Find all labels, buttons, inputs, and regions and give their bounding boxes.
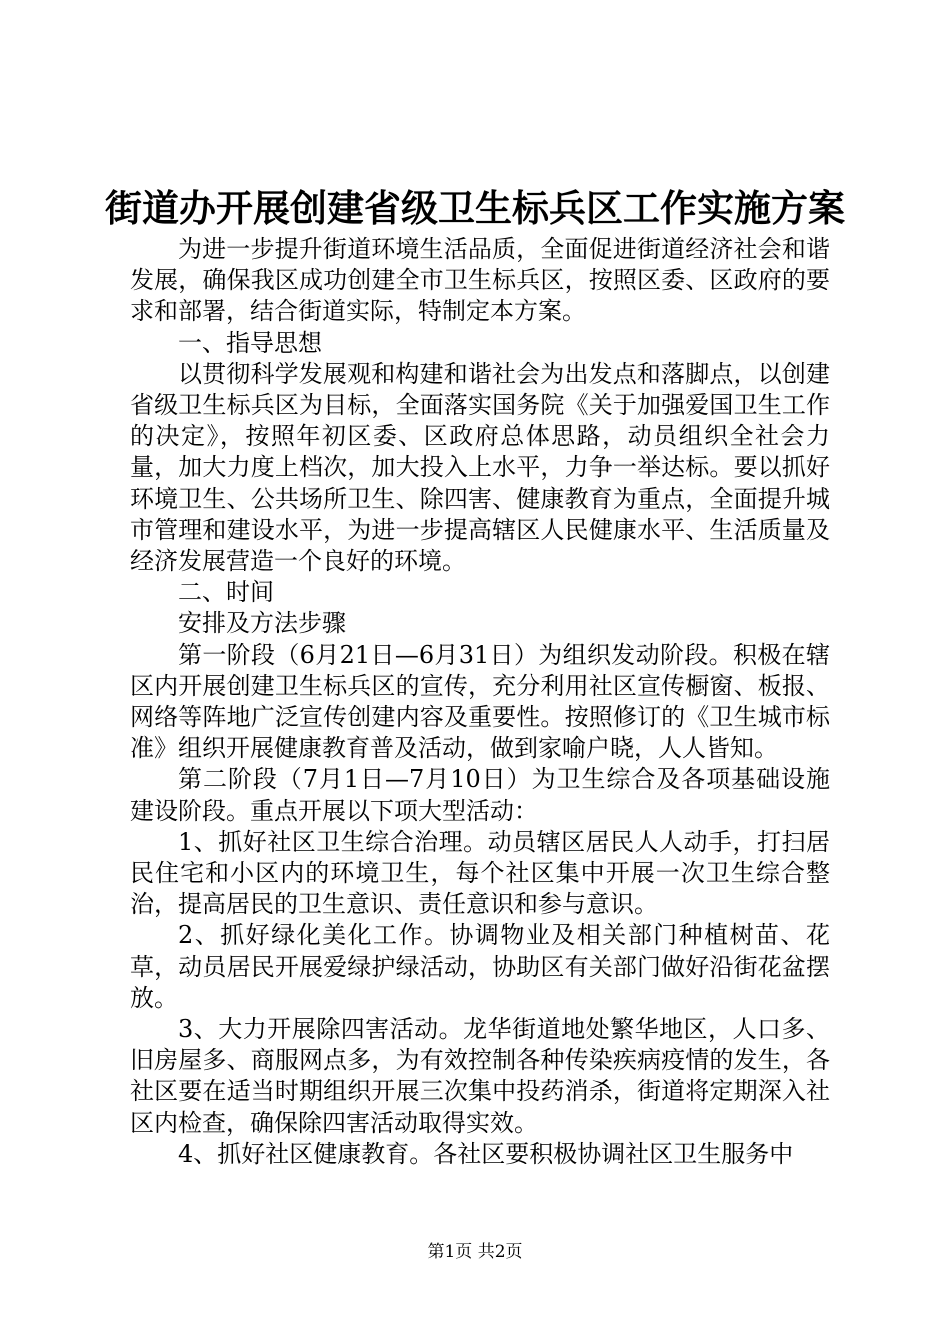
list-item-4: 4、抓好社区健康教育。各社区要积极协调社区卫生服务中 (178, 1139, 794, 1168)
document-title: 街道办开展创建省级卫生标兵区工作实施方案 (105, 187, 845, 230)
document-body (130, 234, 830, 1170)
section-heading-guiding-ideology: 一、指导思想 (178, 328, 322, 357)
section-heading-arrangement: 安排及方法步骤 (178, 609, 346, 638)
paragraph-stage-two: 第二阶段（7月1日—7月10日）为卫生综合及各项基础设施建设阶段。重点开展以下项大型活动： (130, 765, 830, 825)
list-item-3: 3、大力开展除四害活动。龙华街道地处繁华地区，人口多、旧房屋多、商服网点多，为有效控制各种传染疾病疫情的发生，各社区要在适当时期组织开展三次集中投药消杀，街道将定期深入社区内检查，确保除四害活动取得实效。 (130, 1015, 830, 1137)
page-number-footer: 第1页 共2页 (427, 1242, 523, 1262)
section-heading-time: 二、时间 (178, 578, 274, 607)
list-item-2: 2、抓好绿化美化工作。协调物业及相关部门种植树苗、花草，动员居民开展爱绿护绿活动，协助区有关部门做好沿街花盆摆放。 (130, 921, 830, 1012)
paragraph-intro: 为进一步提升街道环境生活品质，全面促进街道经济社会和谐发展，确保我区成功创建全市卫生标兵区，按照区委、区政府的要求和部署，结合街道实际，特制定本方案。 (130, 235, 830, 326)
list-item-1: 1、抓好社区卫生综合治理。动员辖区居民人人动手，打扫居民住宅和小区内的环境卫生，每个社区集中开展一次卫生综合整治，提高居民的卫生意识、责任意识和参与意识。 (130, 827, 830, 919)
paragraph-stage-one: 第一阶段（6月21日—6月31日）为组织发动阶段。积极在辖区内开展创建卫生标兵区的宣传，充分利用社区宣传橱窗、板报、网络等阵地广泛宣传创建内容及重要性。按照修订的《卫生城市标准》组织开展健康教育普及活动，做到家喻户晓，人人皆知。 (130, 640, 830, 763)
paragraph-guiding-ideology: 以贯彻科学发展观和构建和谐社会为出发点和落脚点，以创建省级卫生标兵区为目标，全面落实国务院《关于加强爱国卫生工作的决定》，按照年初区委、区政府总体思路，动员组织全社会力量，加大力度上档次，加大投入上水平，力争一举达标。要以抓好环境卫生、公共场所卫生、除四害、健康教育为重点，全面提升城市管理和建设水平，为进一步提高辖区人民健康水平、生活质量及经济发展营造一个良好的环境。 (130, 359, 830, 576)
